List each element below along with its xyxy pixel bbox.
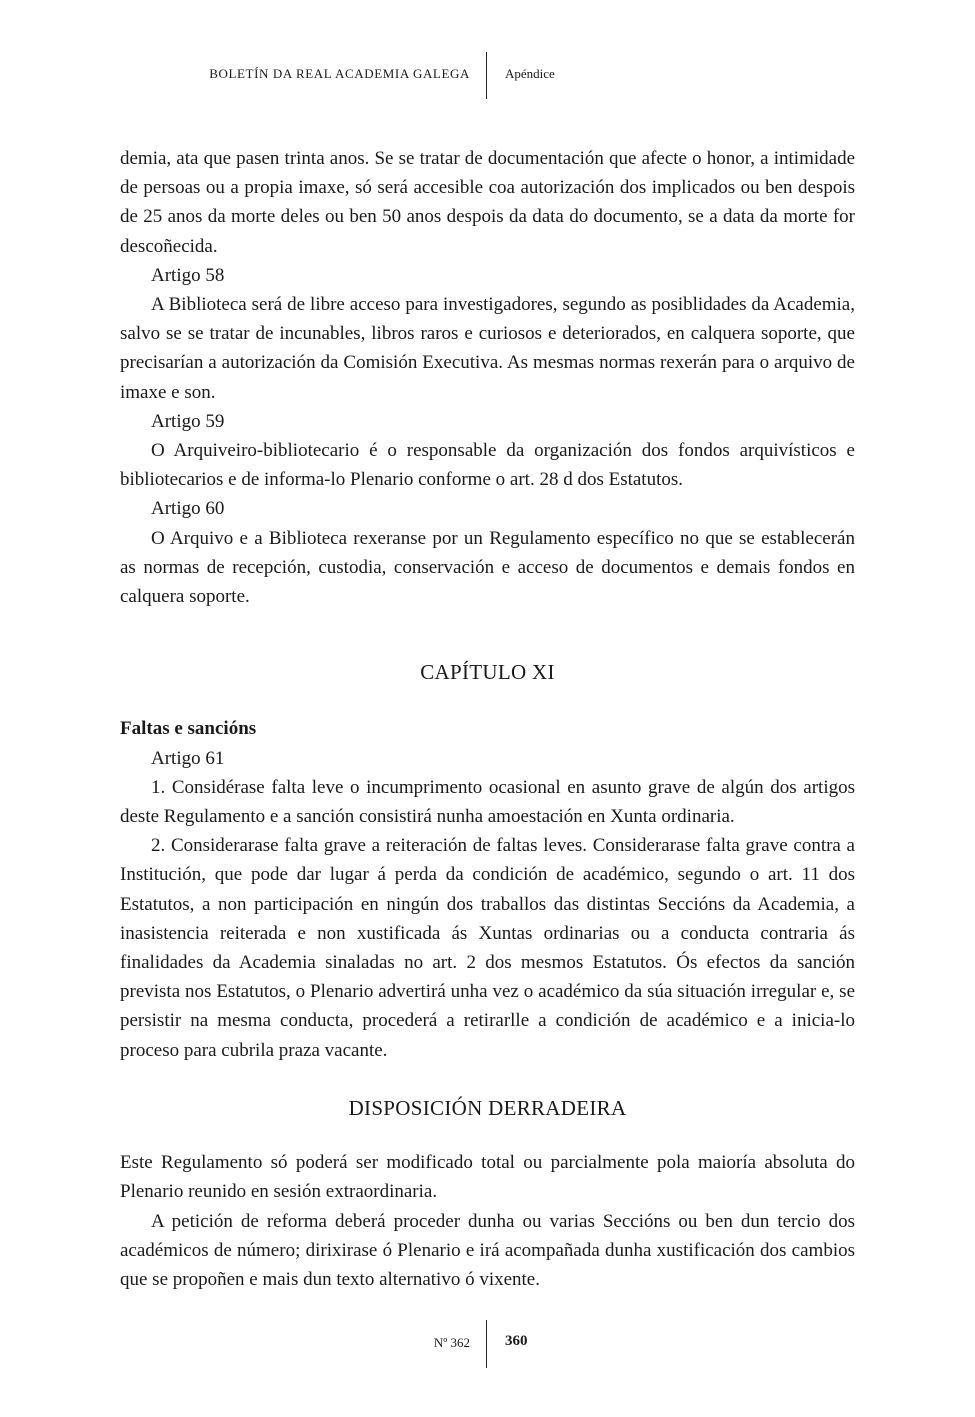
issue-number: Nº 362 bbox=[433, 1335, 470, 1350]
disposition-heading: DISPOSICIÓN DERRADEIRA bbox=[348, 1095, 627, 1120]
page-header bbox=[0, 52, 975, 100]
article-60-text: O Arquivo e a Biblioteca rexeranse por un Regulamento específico no que se establecerán as normas de recepción, custodia, conservación e acceso de documentos e demais fondos en calquera soporte. bbox=[120, 527, 855, 608]
footer-divider bbox=[486, 1320, 487, 1368]
section-label: Apéndice bbox=[505, 66, 555, 81]
article-61-title: Artigo 61 bbox=[151, 747, 225, 769]
page-number: 360 bbox=[505, 1333, 528, 1349]
header-divider bbox=[486, 52, 487, 99]
disposition-paragraph-2: A petición de reforma deberá proceder dunha ou varias Seccións ou ben dun tercio dos académicos de número; dirixirase ó Plenario e irá acompañada dunha xustificación dos cambios que se propoñen e mais dun texto alternativo ó vixente. bbox=[120, 1210, 855, 1290]
article-61-paragraph-1: 1. Considérase falta leve o incumprimento ocasional en asunto grave de algún dos artigos deste Regulamento e a sanción consistirá nunha amoestación en Xunta ordinaria. bbox=[120, 776, 855, 828]
page-footer bbox=[0, 1320, 975, 1370]
paragraph-intro: demia, ata que pasen trinta anos. Se se tratar de documentación que afecte o honor, a intimidade de persoas ou a propia imaxe, só será accesible coa autorización dos implicados ou ben despois de 25 anos da morte deles ou ben 50 anos despois da data do documento, se a data da morte for descoñecida. bbox=[120, 148, 855, 257]
article-61-paragraph-2: 2. Considerarase falta grave a reiteración de faltas leves. Considerarase falta grave contra a Institución, que pode dar lugar á perda da condición de académico, segundo o art. 11 dos Estatutos, a non participación en ningún dos traballos das distintas Seccións da Academia, a inasistencia reiterada e non xustificada ás Xuntas ordinarias ou a conducta contraria ás finalidades da Academia sinaladas no art. 2 dos mesmos Estatutos. Ós efectos da sanción prevista nos Estatutos, o Plenario advertirá unha vez o académico da súa situación irregular e, se persistir na mesma conducta, procederá a retirarlle a condición de académico e a inicia-lo proceso para cubrila praza vacante. bbox=[120, 835, 855, 1061]
article-58-text: A Biblioteca será de libre acceso para investigadores, segundo as posiblidades da Academia, salvo se se tratar de incunables, libros raros e curiosos e deteriorados, en calquera soporte, que precisarían a autorización da Comisión Executiva. As mesmas normas rexerán para o arquivo de imaxe e son. bbox=[120, 294, 855, 403]
disposition-paragraph-1: Este Regulamento só poderá ser modificado total ou parcialmente pola maioría absoluta do Plenario reunido en sesión extraordinaria. bbox=[120, 1152, 855, 1203]
section-heading: Faltas e sancións bbox=[120, 718, 257, 740]
article-59-title: Artigo 59 bbox=[151, 410, 225, 432]
article-60-title: Artigo 60 bbox=[151, 498, 225, 520]
journal-title: BOLETÍN DA REAL ACADEMIA GALEGA bbox=[209, 66, 470, 81]
article-59-text: O Arquiveiro-bibliotecario é o responsable da organización dos fondos arquivísticos e bibliotecarios e de informa-lo Plenario conforme o art. 28 d dos Estatutos. bbox=[120, 440, 855, 491]
page-body bbox=[120, 144, 855, 1294]
article-58-title: Artigo 58 bbox=[151, 264, 225, 286]
chapter-heading: CAPÍTULO XI bbox=[420, 660, 555, 685]
